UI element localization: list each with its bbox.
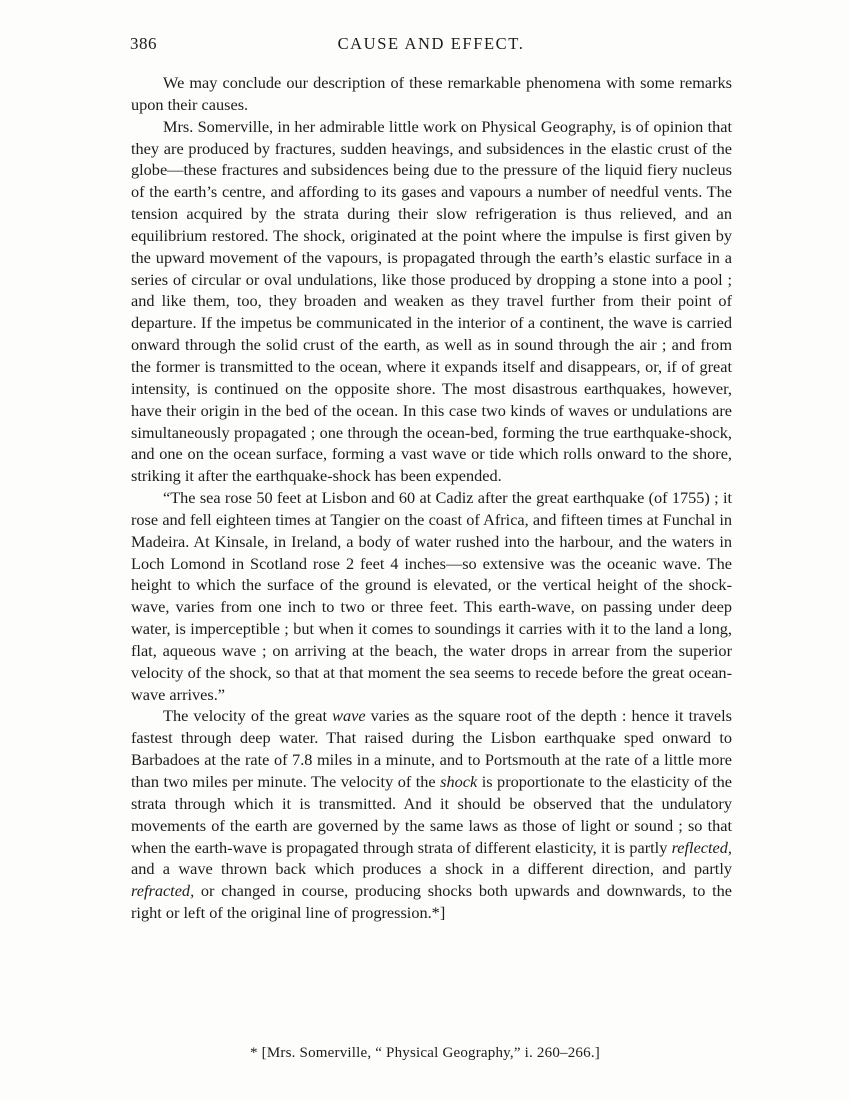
body-text xyxy=(131,72,732,924)
italic-term: reflected, xyxy=(671,837,732,857)
running-head: CAUSE AND EFFECT. xyxy=(337,34,525,53)
text-run: varies as the square root of the depth : hence it travels fastest through deep water. That raised during the Lisbon earthquake sped onward to Barbadoes at the rate of 7.8 miles in a minute, and to Portsmouth at the rate of a little more than two miles per minute. The velocity of the xyxy=(131,706,732,791)
footnote: * [Mrs. Somerville, “ Physical Geography,” i. 260–266.] xyxy=(250,1045,600,1061)
text-run: or changed in course, producing shocks both upwards and downwards, to the right or left of the original line of progression.*] xyxy=(131,881,732,923)
paragraph-somerville: Mrs. Somerville, in her admirable little work on Physical Geography, is of opinion that they are produced by fractures, sudden heavings, and subsidences in the elastic crust of the globe—these fractures and subsidences being due to the pressure of the liquid fiery nucleus of the earth’s centre, and affording to its gases and vapours a number of needful vents. The tension acquired by the strata during their slow refrigeration is thus relieved, and an equilibrium restored. The shock, originated at the point where the impulse is first given by the upward movement of the vapours, is propagated through the earth’s elastic surface in a series of circular or oval undulations, like those produced by dropping a stone into a pool ; and like them, too, they broaden and weaken as they travel further from their point of departure. If the impetus be communicated in the interior of a continent, the wave is carried onward through the solid crust of the earth, as well as in sound through the air ; and from the former is transmitted to the ocean, where it expands itself and disappears, or, if of great intensity, is continued on the opposite shore. The most disastrous earthquakes, however, have their origin in the bed of the ocean. In this case two kinds of waves or undulations are simultaneously propagated ; one through the ocean-bed, forming the true earthquake-shock, and one on the ocean surface, forming a vast wave or tide which rolls onward to the shore, striking it after the earthquake-shock has been expended. xyxy=(131,116,732,486)
paragraph-velocity xyxy=(131,705,732,923)
page-number: 386 xyxy=(130,34,157,53)
paragraph-quotation: “The sea rose 50 feet at Lisbon and 60 at Cadiz after the great earthquake (of 1755) ; it rose and fell eighteen times at Tangier on the coast of Africa, and fifteen times at Funchal in Madeira. At Kinsale, in Ireland, a body of water rushed into the harbour, and the waters in Loch Lomond in Scotland rose 2 feet 4 inches—so extensive was the oceanic wave. The height to which the surface of the ground is elevated, or the vertical height of the shock-wave, varies from one inch to two or three feet. This earth-wave, on passing under deep water, is imperceptible ; but when it comes to soundings it carries with it to the land a long, flat, aqueous wave ; on arriving at the beach, the water drops in arrear from the superior velocity of the shock, so that at that moment the sea seems to recede before the great ocean-wave arrives.” xyxy=(131,488,732,704)
page-header xyxy=(130,34,732,58)
text-run: The velocity of the great xyxy=(163,706,333,726)
italic-term: refracted, xyxy=(131,881,195,901)
text-run: and a wave thrown back which produces a shock in a different direction, and partly xyxy=(131,859,732,879)
italic-term: wave xyxy=(332,706,366,726)
text-run: is proportionate to the elasticity of the strata through which it is transmitted. And it should be observed that the undulatory movements of the earth are governed by the same laws as those of light or sound ; so that when the earth-wave is propagated through strata of different elasticity, it is partly xyxy=(131,772,733,857)
paragraph-intro: We may conclude our description of these remarkable phenomena with some remarks upon their causes. xyxy=(131,73,732,114)
italic-term: shock xyxy=(440,772,478,791)
